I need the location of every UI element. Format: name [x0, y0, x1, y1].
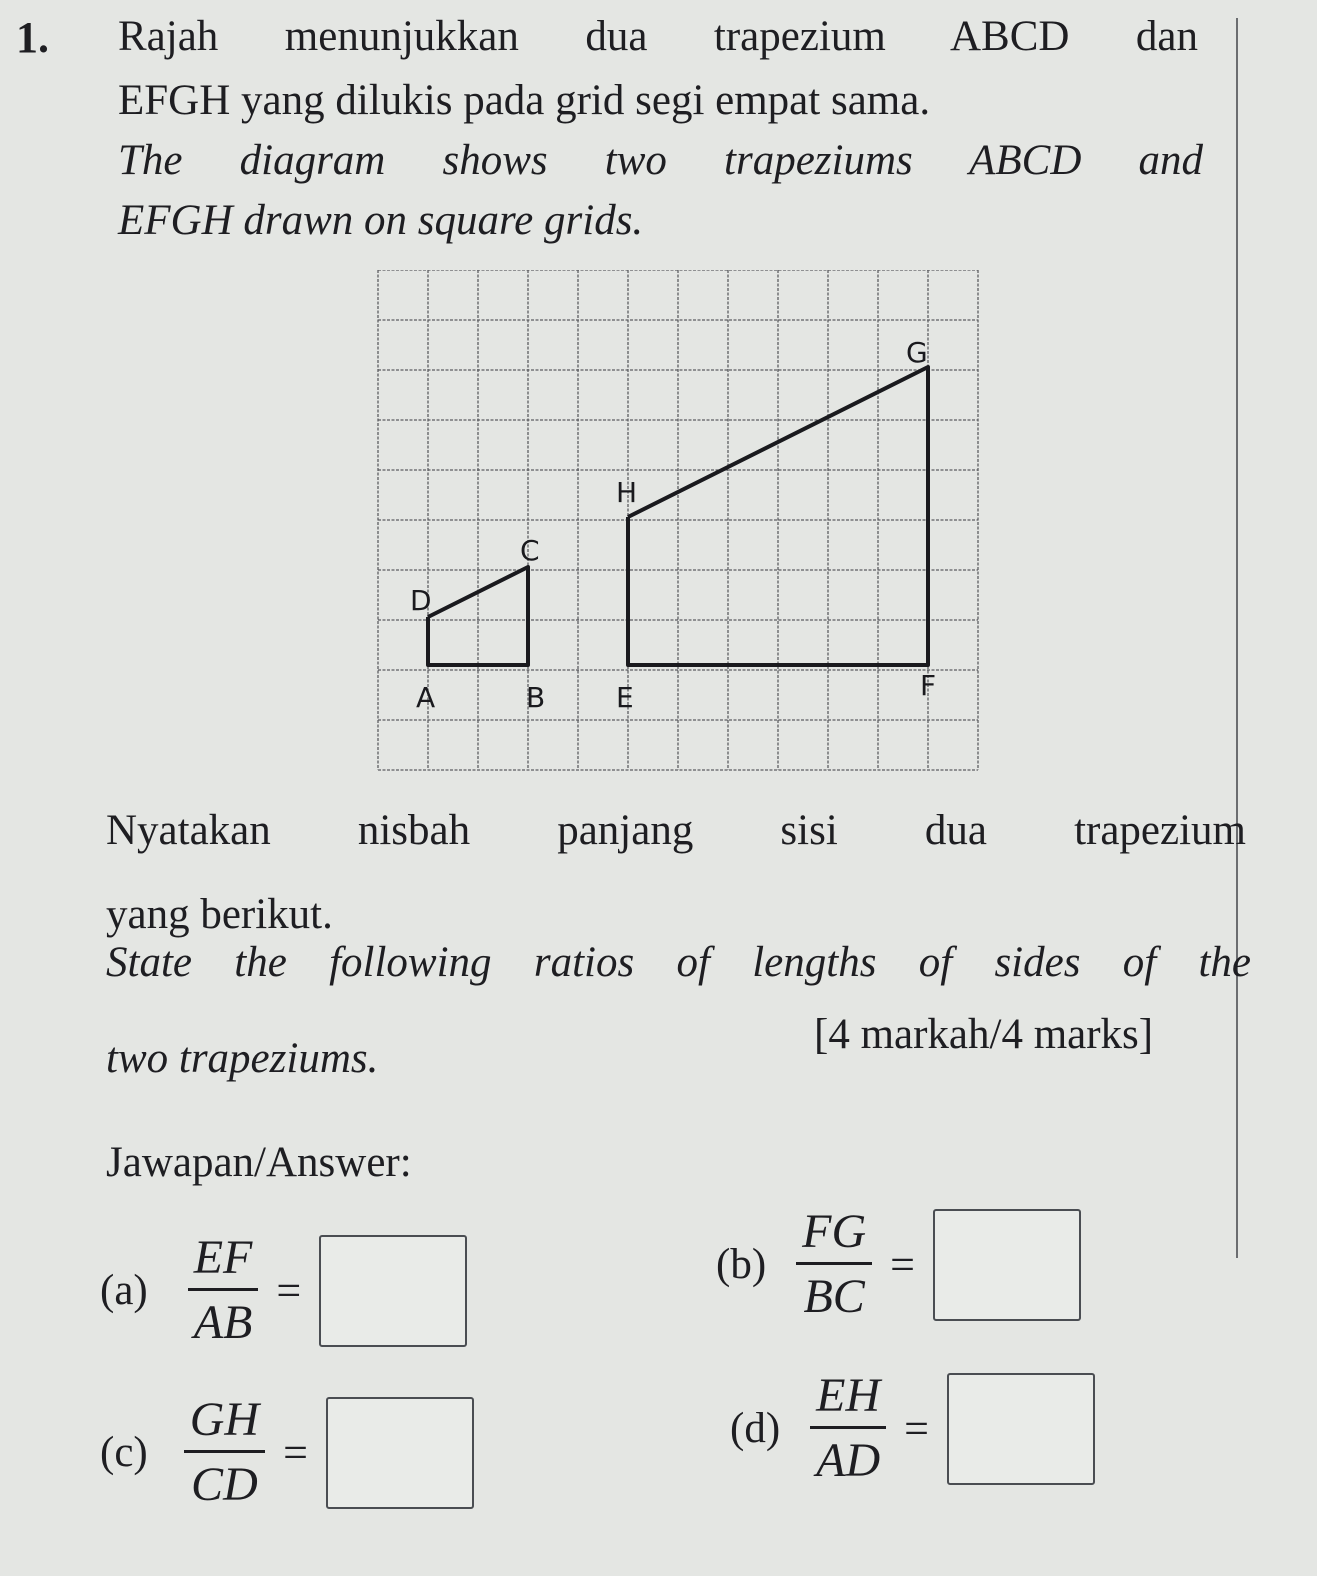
- fraction-numerator: GH: [184, 1396, 265, 1453]
- fraction-numerator: FG: [796, 1208, 872, 1265]
- marks-label: [4 markah/4 marks]: [814, 1011, 1154, 1058]
- answer-box-b[interactable]: [933, 1209, 1081, 1321]
- part-d-label: (d): [730, 1405, 781, 1452]
- fraction-numerator: EH: [810, 1372, 886, 1429]
- instruction-malay-line-2: yang berikut.: [106, 891, 333, 938]
- fraction-eh-ad: [810, 1369, 886, 1487]
- equals-sign: =: [276, 1266, 302, 1315]
- fraction-denominator: BC: [803, 1270, 865, 1323]
- grid-lines: [378, 270, 978, 770]
- answer-box-a[interactable]: [319, 1235, 467, 1347]
- point-label-a: A: [416, 681, 436, 714]
- square-grid-diagram: [370, 270, 990, 780]
- part-a-label: (a): [100, 1267, 148, 1314]
- answer-part-a: [100, 1231, 467, 1349]
- fraction-gh-cd: [184, 1393, 265, 1511]
- part-c-label: (c): [100, 1429, 148, 1476]
- point-label-b: B: [526, 681, 546, 714]
- part-b-label: (b): [716, 1241, 767, 1288]
- fraction-numerator: EF: [188, 1234, 259, 1291]
- fraction-denominator: CD: [191, 1458, 258, 1511]
- point-label-e: E: [616, 681, 634, 714]
- answer-part-b: [716, 1205, 1081, 1323]
- equals-sign: =: [283, 1428, 308, 1477]
- equals-sign: =: [904, 1404, 929, 1453]
- answer-box-d[interactable]: [947, 1373, 1095, 1485]
- question-number: 1.: [16, 13, 49, 62]
- point-label-c: C: [520, 534, 540, 567]
- instruction-english-line-2: two trapeziums.: [106, 1035, 379, 1082]
- instruction-english-line-1: State the following ratios of lengths of sides of the: [106, 939, 1251, 986]
- point-label-d: D: [410, 584, 432, 617]
- fraction-fg-bc: [796, 1205, 872, 1323]
- margin-line: [1236, 18, 1238, 1258]
- point-label-f: F: [920, 669, 937, 702]
- answer-part-d: [730, 1369, 1095, 1487]
- equals-sign: =: [890, 1240, 915, 1289]
- answer-box-c[interactable]: [326, 1397, 474, 1509]
- fraction-denominator: AB: [193, 1296, 253, 1349]
- fraction-ef-ab: [188, 1231, 259, 1349]
- instruction-malay-line-1: Nyatakan nisbah panjang sisi dua trapezium: [106, 807, 1246, 854]
- point-label-h: H: [616, 476, 638, 509]
- question-english-line-2: EFGH drawn on square grids.: [118, 197, 644, 244]
- question-malay-line-2: EFGH yang dilukis pada grid segi empat sama.: [118, 77, 931, 124]
- answer-label: Jawapan/Answer:: [106, 1139, 412, 1186]
- answer-part-c: [100, 1393, 474, 1511]
- point-label-g: G: [906, 336, 928, 369]
- fraction-denominator: AD: [816, 1434, 881, 1487]
- question-english-line-1: The diagram shows two trapeziums ABCD and: [118, 137, 1203, 184]
- question-malay-line-1: Rajah menunjukkan dua trapezium ABCD dan: [118, 13, 1198, 60]
